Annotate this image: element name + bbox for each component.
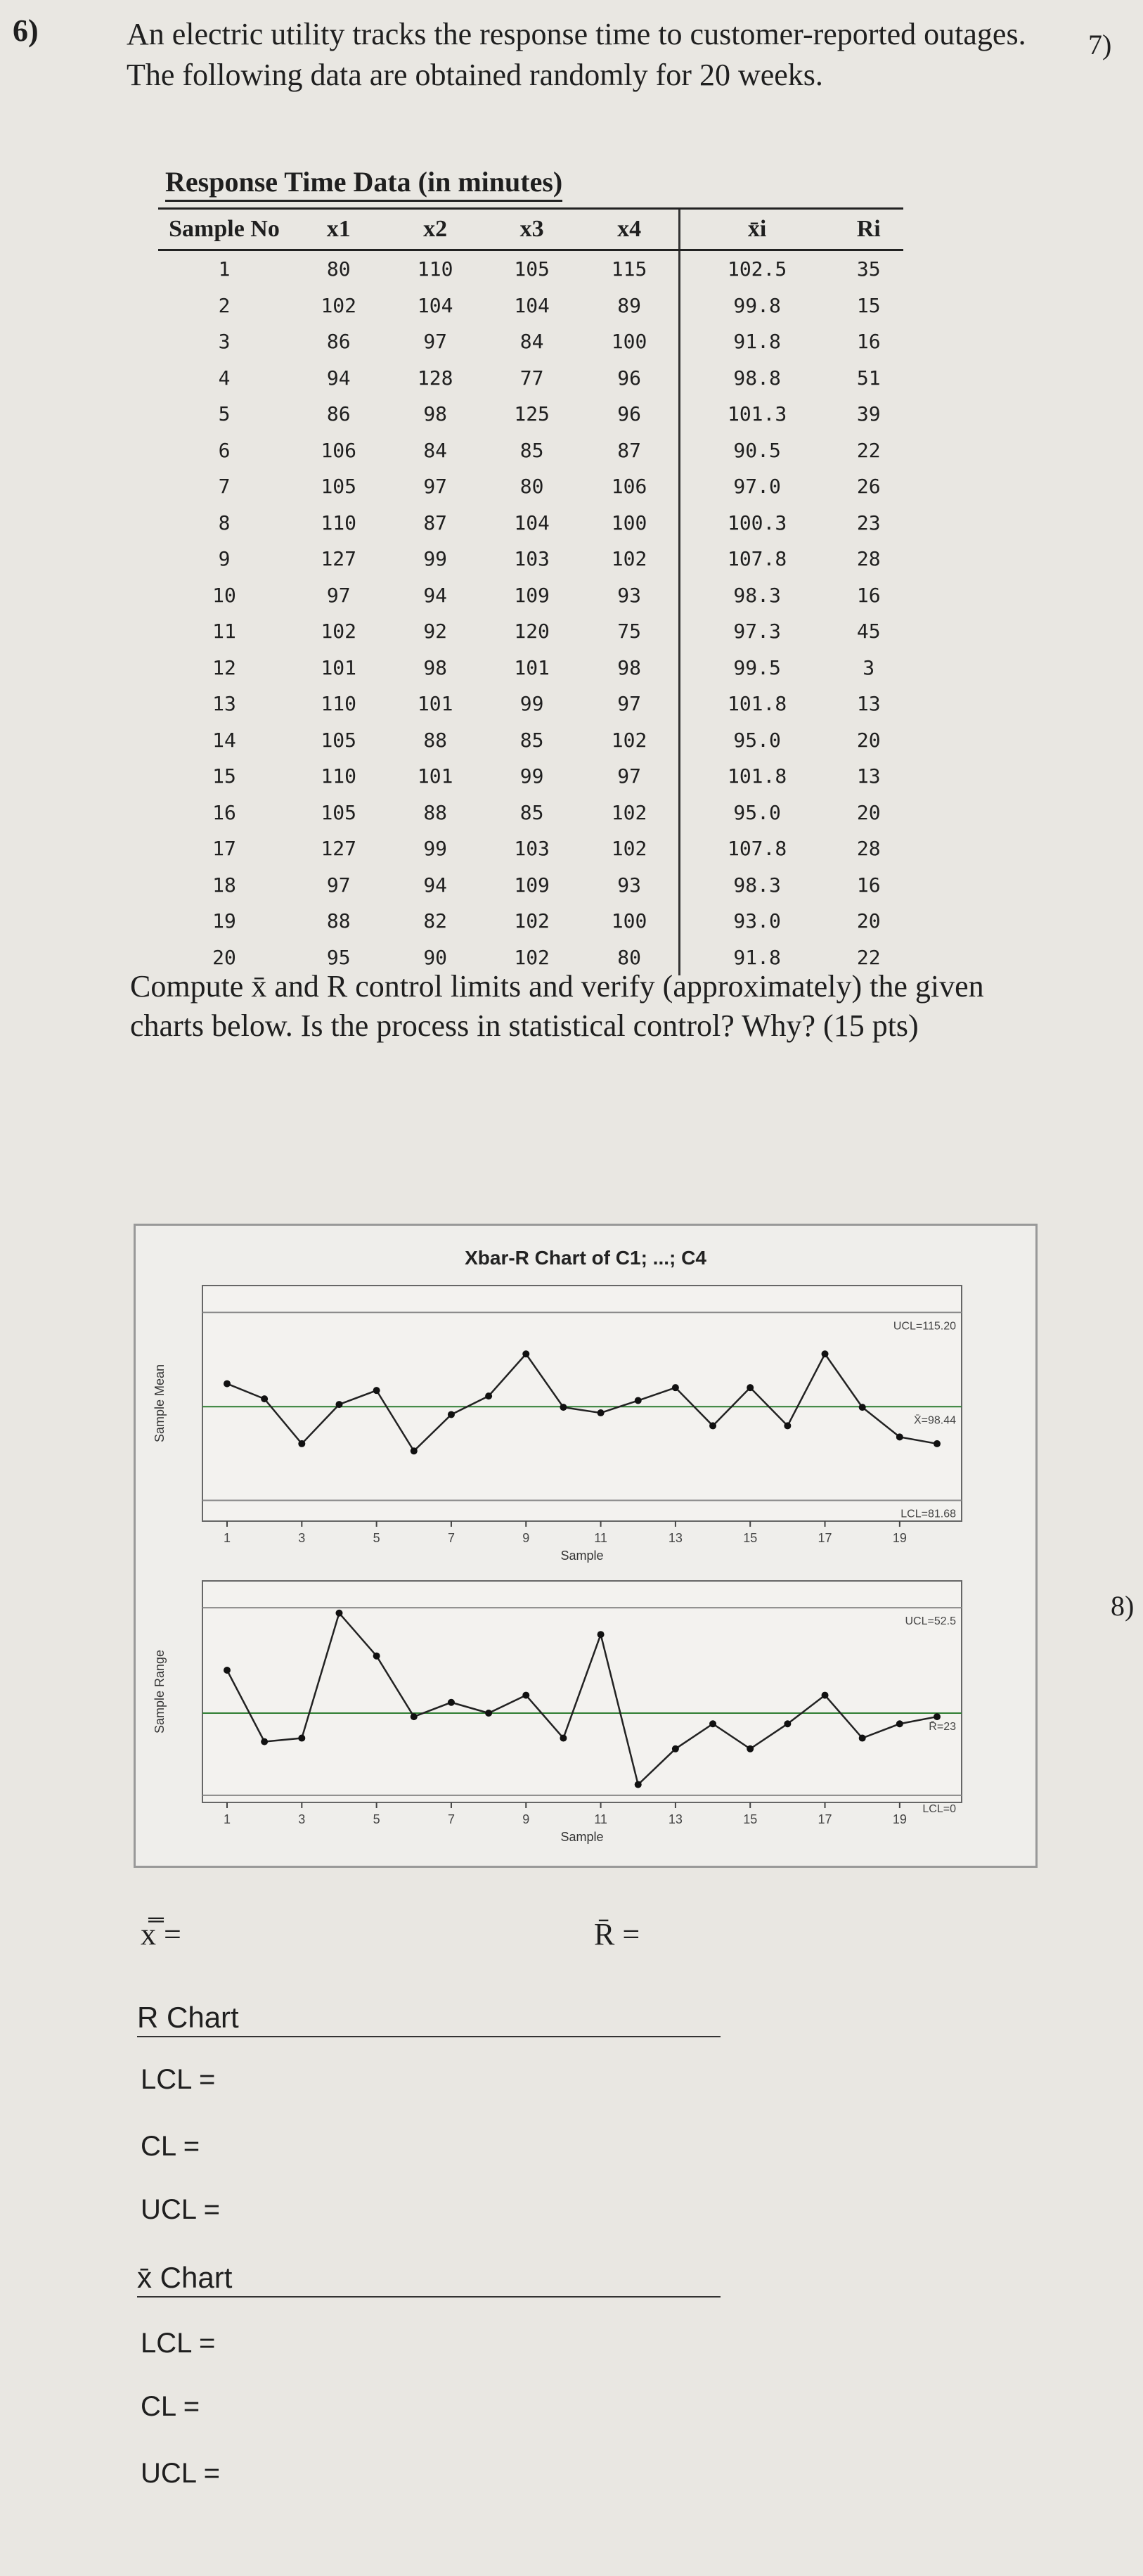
table-row <box>158 795 903 831</box>
table-cell: 86 <box>326 402 351 426</box>
range-data-point <box>635 1781 642 1788</box>
range-x-tick-label: 9 <box>522 1812 530 1826</box>
xbar-data-point <box>896 1433 903 1440</box>
range-data-point <box>822 1692 829 1699</box>
table-cell: 18 <box>212 873 236 897</box>
xbar-data-point <box>448 1411 455 1418</box>
xbar-chart-label: x̄ Chart <box>137 2261 233 2294</box>
xbar-data-point <box>784 1422 791 1429</box>
table-row <box>158 758 903 795</box>
table-cell: 35 <box>856 257 881 281</box>
table-cell: 105 <box>321 728 357 752</box>
table-row <box>158 867 903 904</box>
table-cell: 98 <box>423 402 448 426</box>
range-data-point <box>934 1713 941 1720</box>
table-cell: 97 <box>617 764 641 788</box>
table-cell: 115 <box>611 257 647 281</box>
table-row <box>158 686 903 722</box>
rbar-answer: R̄ = <box>594 1917 640 1952</box>
table-row <box>158 323 903 360</box>
xbar-chart-lcl: LCL = <box>141 2328 216 2359</box>
xbar-data-point <box>335 1401 342 1408</box>
range-x-axis-label: Sample <box>560 1830 604 1844</box>
table-row <box>158 396 903 432</box>
xbar-data-point <box>672 1384 679 1391</box>
table-cell: 110 <box>321 764 357 788</box>
table-cell: 103 <box>514 547 550 571</box>
table-cell: 110 <box>417 257 453 281</box>
xbar-data-point <box>298 1440 305 1447</box>
table-cell: 3 <box>218 330 231 354</box>
table-row <box>158 903 903 940</box>
table-cell: 127 <box>321 547 357 571</box>
table-cell: 87 <box>423 511 448 534</box>
table-cell: 99 <box>519 692 544 716</box>
table-cell: 95.0 <box>679 795 834 831</box>
table-cell: 100.3 <box>679 505 834 542</box>
table-cell: 77 <box>519 366 544 390</box>
xbar-data-point <box>934 1440 941 1447</box>
table-cell: 100 <box>611 330 647 354</box>
table-cell: 94 <box>423 583 448 607</box>
range-data-point <box>560 1735 567 1742</box>
range-data-point <box>859 1735 866 1742</box>
table-cell: 105 <box>514 257 550 281</box>
table-cell: 88 <box>326 909 351 933</box>
table-cell: 88 <box>423 800 448 824</box>
table-cell: 95.0 <box>679 722 834 759</box>
table-row <box>158 577 903 614</box>
table-cell: 20 <box>856 909 881 933</box>
side-number-8: 8) <box>1111 1590 1135 1622</box>
table-cell: 106 <box>611 475 647 499</box>
xbar-data-point <box>859 1404 866 1411</box>
xbar-y-axis-label: Sample Mean <box>153 1364 167 1443</box>
table-cell: 96 <box>617 366 641 390</box>
table-cell: 104 <box>514 293 550 317</box>
table-cell: 87 <box>617 438 641 462</box>
xbar-r-chart <box>134 1224 1038 1868</box>
table-cell: 98 <box>423 655 448 679</box>
xbar-data-point <box>373 1387 380 1394</box>
table-cell: 93 <box>617 873 641 897</box>
range-data-point <box>896 1720 903 1727</box>
table-cell: 100 <box>611 511 647 534</box>
table-cell: 97 <box>326 873 351 897</box>
range-x-tick-label: 5 <box>373 1812 380 1826</box>
table-cell: 97 <box>617 692 641 716</box>
xbar-chart-cl: CL = <box>141 2391 200 2422</box>
table-cell: 120 <box>514 620 550 643</box>
table-row <box>158 250 903 288</box>
table-cell: 45 <box>856 620 881 643</box>
table-cell: 104 <box>514 511 550 534</box>
table-cell: 127 <box>321 837 357 861</box>
table-cell: 5 <box>218 402 231 426</box>
table-cell: 80 <box>326 257 351 281</box>
range-data-point <box>298 1735 305 1742</box>
range-data-point <box>373 1653 380 1660</box>
table-cell: 82 <box>423 909 448 933</box>
table-cell: 91.8 <box>679 940 834 976</box>
table-cell: 99 <box>423 547 448 571</box>
table-cell: 80 <box>617 945 641 969</box>
table-cell: 102 <box>611 547 647 571</box>
table-cell: 39 <box>856 402 881 426</box>
table-cell: 97 <box>326 583 351 607</box>
xbar-x-tick-label: 7 <box>447 1531 455 1545</box>
table-cell: 89 <box>617 293 641 317</box>
table-cell: 8 <box>218 511 231 534</box>
table-cell: 96 <box>617 402 641 426</box>
table-cell: 101.3 <box>679 396 834 432</box>
table-cell: 97.3 <box>679 613 834 650</box>
chart-canvas <box>136 1226 1035 1866</box>
xbar-data-point <box>709 1422 716 1429</box>
table-cell: 104 <box>417 293 453 317</box>
table-cell: 102.5 <box>679 250 834 288</box>
table-cell: 101 <box>321 655 357 679</box>
table-cell: 88 <box>423 728 448 752</box>
table-cell: 16 <box>856 330 881 354</box>
range-data-point <box>747 1745 754 1752</box>
range-data-point <box>485 1710 492 1717</box>
table-cell: 102 <box>611 837 647 861</box>
table-cell: 84 <box>519 330 544 354</box>
table-cell: 20 <box>856 800 881 824</box>
table-cell: 90.5 <box>679 432 834 469</box>
range-data-point <box>411 1713 418 1720</box>
xbar-x-tick-label: 9 <box>522 1531 530 1545</box>
table-cell: 6 <box>218 438 231 462</box>
xbar-x-tick-label: 11 <box>594 1531 607 1545</box>
table-cell: 86 <box>326 330 351 354</box>
table-cell: 99.8 <box>679 288 834 324</box>
range-data-point <box>709 1720 716 1727</box>
table-cell: 102 <box>514 945 550 969</box>
table-cell: 93.0 <box>679 903 834 940</box>
xbar-data-point <box>224 1380 231 1388</box>
range-x-tick-label: 13 <box>668 1812 683 1826</box>
xbar-data-point <box>635 1397 642 1404</box>
xbar-x-tick-label: 17 <box>818 1531 832 1545</box>
xbar-x-tick-label: 13 <box>668 1531 683 1545</box>
xbar-data-point <box>560 1404 567 1411</box>
table-cell: 15 <box>212 764 236 788</box>
range-x-tick-label: 19 <box>892 1812 907 1826</box>
xbar-limit-label: X̄=98.44 <box>913 1414 956 1427</box>
table-cell: 10 <box>212 583 236 607</box>
response-time-table <box>158 207 903 975</box>
table-cell: 98.3 <box>679 577 834 614</box>
table-cell: 12 <box>212 655 236 679</box>
range-data-point <box>261 1738 268 1745</box>
table-cell: 99 <box>423 837 448 861</box>
table-row <box>158 360 903 397</box>
table-cell: 97 <box>423 475 448 499</box>
range-data-point <box>598 1631 605 1638</box>
table-cell: 23 <box>856 511 881 534</box>
table-row <box>158 722 903 759</box>
xbar-x-tick-label: 19 <box>892 1531 907 1545</box>
table-cell: 101 <box>514 655 550 679</box>
table-cell: 13 <box>856 692 881 716</box>
table-cell: 109 <box>514 583 550 607</box>
table-cell: 97.0 <box>679 468 834 505</box>
table-cell: 14 <box>212 728 236 752</box>
header-x3: x3 <box>484 209 580 250</box>
table-cell: 7 <box>218 475 231 499</box>
xbar-plot-area <box>202 1286 962 1521</box>
table-cell: 94 <box>326 366 351 390</box>
table-cell: 20 <box>856 728 881 752</box>
table-row <box>158 541 903 577</box>
table-cell: 99 <box>519 764 544 788</box>
header-x4: x4 <box>580 209 679 250</box>
table-cell: 28 <box>856 837 881 861</box>
table-cell: 90 <box>423 945 448 969</box>
xbar-x-axis-label: Sample <box>560 1549 604 1563</box>
range-x-tick-label: 7 <box>447 1812 455 1826</box>
r-chart-ucl: UCL = <box>141 2194 221 2225</box>
range-data-point <box>224 1667 231 1674</box>
r-chart-label: R Chart <box>137 2001 239 2034</box>
range-x-tick-label: 3 <box>298 1812 306 1826</box>
table-cell: 110 <box>321 511 357 534</box>
table-cell: 106 <box>321 438 357 462</box>
xbar-x-tick-label: 5 <box>373 1531 380 1545</box>
xbar-data-point <box>261 1395 268 1402</box>
table-row <box>158 650 903 686</box>
range-data-point <box>784 1720 791 1727</box>
table-header-row <box>158 209 903 250</box>
chart-title: Xbar-R Chart of C1; ...; C4 <box>465 1247 706 1269</box>
table-cell: 101 <box>417 692 453 716</box>
xbar-chart-ucl: UCL = <box>141 2458 221 2489</box>
table-cell: 97 <box>423 330 448 354</box>
range-limit-label: UCL=52.5 <box>905 1615 956 1628</box>
table-cell: 105 <box>321 800 357 824</box>
xbar-data-point <box>747 1384 754 1391</box>
table-cell: 99.5 <box>679 650 834 686</box>
table-cell: 75 <box>617 620 641 643</box>
table-row <box>158 613 903 650</box>
range-y-axis-label: Sample Range <box>153 1649 167 1734</box>
table-cell: 95 <box>326 945 351 969</box>
table-row <box>158 831 903 867</box>
xbar-x-tick-label: 3 <box>298 1531 306 1545</box>
table-cell: 9 <box>218 547 231 571</box>
table-cell: 3 <box>863 655 875 679</box>
range-limit-label: LCL=0 <box>922 1802 956 1815</box>
table-cell: 101 <box>417 764 453 788</box>
task-prompt: Compute x̄ and R control limits and verify (approximately) the given charts below. Is the process in statistical control? Why? (15 pts) <box>130 969 984 1043</box>
header-sample-no: Sample No <box>158 209 290 250</box>
xbar-x-tick-label: 1 <box>223 1531 231 1545</box>
table-title: Response Time Data (in minutes) <box>165 165 562 202</box>
problem-statement: An electric utility tracks the response time to customer-reported outages. The following data are obtained randomly for 20 weeks. <box>127 17 1026 92</box>
table-cell: 80 <box>519 475 544 499</box>
table-cell: 110 <box>321 692 357 716</box>
table-cell: 16 <box>856 583 881 607</box>
range-x-tick-label: 17 <box>818 1812 832 1826</box>
table-cell: 1 <box>218 257 231 281</box>
table-cell: 101.8 <box>679 758 834 795</box>
table-cell: 26 <box>856 475 881 499</box>
xbar-data-point <box>411 1447 418 1454</box>
xbar-data-point <box>822 1350 829 1357</box>
table-cell: 102 <box>611 728 647 752</box>
xbar-data-point <box>522 1350 529 1357</box>
table-cell: 2 <box>218 293 231 317</box>
table-cell: 4 <box>218 366 231 390</box>
range-data-point <box>448 1699 455 1706</box>
range-x-tick-label: 15 <box>743 1812 758 1826</box>
header-range: Ri <box>834 209 903 250</box>
xbar-limit-label: LCL=81.68 <box>900 1508 956 1520</box>
table-cell: 107.8 <box>679 541 834 577</box>
r-chart-heading <box>137 2001 721 2037</box>
header-x1: x1 <box>290 209 387 250</box>
table-row <box>158 432 903 469</box>
xbar-limit-label: UCL=115.20 <box>893 1320 956 1333</box>
table-cell: 92 <box>423 620 448 643</box>
table-cell: 15 <box>856 293 881 317</box>
table-cell: 125 <box>514 402 550 426</box>
table-row <box>158 468 903 505</box>
table-cell: 128 <box>417 366 453 390</box>
table-cell: 84 <box>423 438 448 462</box>
table-cell: 85 <box>519 728 544 752</box>
range-data-point <box>522 1692 529 1699</box>
xbar-data-point <box>598 1409 605 1416</box>
table-cell: 85 <box>519 800 544 824</box>
table-cell: 51 <box>856 366 881 390</box>
table-cell: 91.8 <box>679 323 834 360</box>
xbarbar-answer: x̿ = <box>141 1917 181 1952</box>
xbar-chart-heading <box>137 2261 721 2298</box>
header-x2: x2 <box>387 209 483 250</box>
table-cell: 98.3 <box>679 867 834 904</box>
table-cell: 16 <box>856 873 881 897</box>
question-number: 6) <box>13 13 39 48</box>
range-limit-label: R̄=23 <box>929 1720 956 1733</box>
side-number-7: 7) <box>1088 29 1112 60</box>
table-cell: 22 <box>856 945 881 969</box>
table-cell: 16 <box>212 800 236 824</box>
table-row <box>158 505 903 542</box>
range-x-tick-label: 1 <box>223 1812 231 1826</box>
xbar-data-point <box>485 1392 492 1399</box>
table-cell: 105 <box>321 475 357 499</box>
table-cell: 28 <box>856 547 881 571</box>
table-cell: 103 <box>514 837 550 861</box>
table-cell: 102 <box>321 620 357 643</box>
table-cell: 102 <box>514 909 550 933</box>
table-cell: 94 <box>423 873 448 897</box>
table-cell: 20 <box>212 945 236 969</box>
xbar-x-tick-label: 15 <box>743 1531 758 1545</box>
table-cell: 13 <box>856 764 881 788</box>
header-xbar: x̄i <box>679 209 834 250</box>
table-cell: 17 <box>212 837 236 861</box>
table-cell: 100 <box>611 909 647 933</box>
table-cell: 19 <box>212 909 236 933</box>
table-cell: 107.8 <box>679 831 834 867</box>
range-data-point <box>672 1745 679 1752</box>
table-cell: 98 <box>617 655 641 679</box>
table-cell: 85 <box>519 438 544 462</box>
table-cell: 98.8 <box>679 360 834 397</box>
range-x-tick-label: 11 <box>594 1812 607 1826</box>
table-cell: 93 <box>617 583 641 607</box>
table-cell: 13 <box>212 692 236 716</box>
r-chart-cl: CL = <box>141 2131 200 2162</box>
table-cell: 102 <box>611 800 647 824</box>
table-cell: 101.8 <box>679 686 834 722</box>
range-data-point <box>335 1610 342 1617</box>
table-cell: 109 <box>514 873 550 897</box>
table-cell: 102 <box>321 293 357 317</box>
table-cell: 11 <box>212 620 236 643</box>
r-chart-lcl: LCL = <box>141 2064 216 2095</box>
table-row <box>158 288 903 324</box>
table-cell: 22 <box>856 438 881 462</box>
